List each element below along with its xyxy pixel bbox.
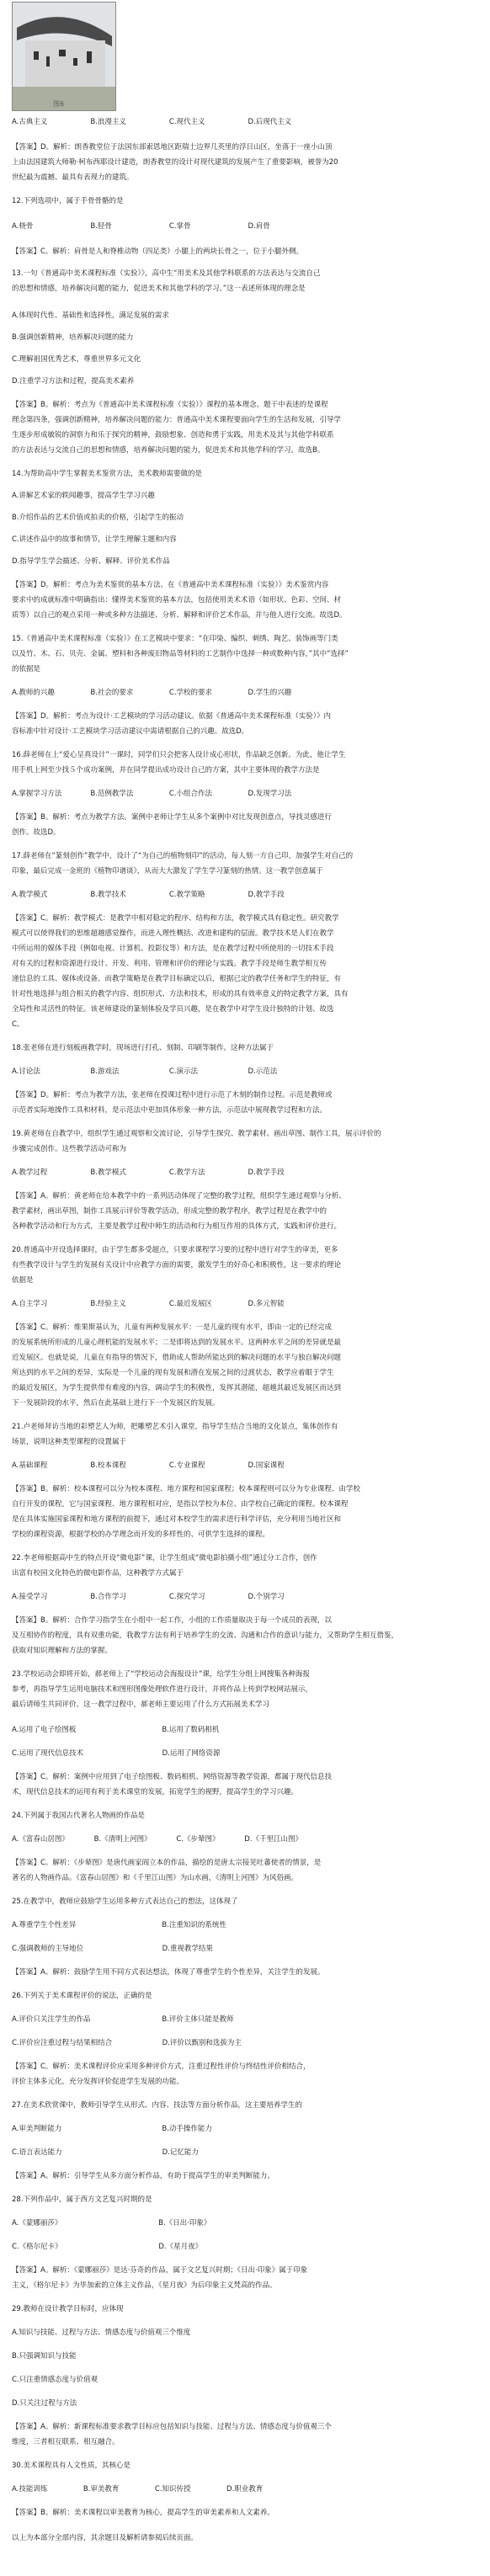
text-line: 维度，三者相互联系、相互融合。 <box>12 2438 120 2446</box>
text-line: 16.薛老师在上“爱心呈真设计”一课时，同学们只会把客人设计成心形状，作品缺乏创新。为此，他让学生 <box>12 751 346 759</box>
text-line: 【答案】A。解析：鼓励学生用不同方式表达想法，体现了尊重学生的个性差异，关注学生的发展。 <box>12 1968 325 1977</box>
text-line: 质等）以自己的观点采用一种或多种方法描述、分析、解释和评价艺术作品，并与他人进行交流。故选D。 <box>12 611 347 620</box>
text-line: 依据是 <box>12 1276 34 1285</box>
text-line: 世纪最为震撼、最具有表现力的建筑。 <box>12 173 134 182</box>
text-line: 用手机上网至少找５个成功案例，并在同学提出成功设计自己的方案，其中主要体现的教学方法是 <box>12 766 320 774</box>
text-line: 19.黄老师在自教学中，组织学生通过观察和交流讨论，引导学生探究、教学素材、画出草图、制作工具，展示评价的 <box>12 1130 381 1138</box>
text-line: 近发展区。也就是说，儿童在有指导的情况下，借助成人帮助所能达到的解决问题的水平与独自解决问题 <box>12 1354 342 1362</box>
text-line: 【答案】B。解析：考点为《普通高中美术课程标准（实验）》课程的基本理念。题干中表述的是课程 <box>12 401 328 409</box>
text-line: C.运用了现代信息技术 D.运用了网络资源 <box>12 1749 221 1758</box>
text-line: A.《蒙娜丽莎》 B.《日出·印象》 <box>12 2219 211 2227</box>
text-line: 获取对知识理解和方法的掌握。 <box>12 1647 113 1655</box>
text-line: 步骤完成创作。这些教学活动可称为 <box>12 1145 127 1153</box>
text-line: 【答案】A。解析：新课程标准要求教学目标应包括知识与技能、过程与方法、情感态度与价值观三个 <box>12 2423 332 2431</box>
text-line: 以上为本部分全部内容，其余题目及解析请参阅后续页面。 <box>12 2534 199 2542</box>
building-illustration <box>13 3 115 110</box>
text-line: C.只注重情感态度与价值观 <box>12 2376 99 2384</box>
text-line: 术，现代信息技术的运用有利于美术课堂的发展，拓宽学生的视野，提高学生的学习兴趣。 <box>12 1788 299 1796</box>
text-line: A.技能训练 B.审美教育 C.知识传授 D.职业教育 <box>12 2485 264 2494</box>
text-line: A.掌握学习方法 B.范例教学法 C.小组合作法 D.发现学习法 <box>12 790 292 798</box>
text-line: 参考，再指导学生运用电脑技术和图形图像处理软件进行设计，并将作品上传到学校网站展示， <box>12 1685 313 1694</box>
text-line: 【答案】B。解析：校本课程可以分为校本课程、地方课程和国家课程；校本课程则可以分为专业课程、由学校 <box>12 1485 360 1493</box>
text-line: C.评价应注重过程与结果相结合 D.评价以甄别和选拔为主 <box>12 2039 242 2047</box>
text-line: A.自主学习 B.经验主义 C.最近发展区 D.多元智能 <box>12 1300 285 1308</box>
text-line: 各种教学活动和行为方式，主要是教学过程中师生的活动和行为相互作用的具体方式，实践和评价进行。 <box>12 1222 342 1231</box>
text-line: 21.卢老师拜访当地的彩塑艺人为师，把雕塑艺术引入课堂，指导学生结合当地的文化景点，集体创作有 <box>12 1423 338 1431</box>
text-line: 【答案】A。解析：《蒙娜丽莎》是达·芬奇的作品，属于文艺复兴时期；《日出·印象》属于印象 <box>12 2266 308 2275</box>
text-line: 【答案】D。解析：朗香教堂位于法国东部索恩地区距瑞士边界几英里的浮日山区，坐落于一座小山顶 <box>12 143 333 152</box>
text-line: C.讲述作品中的故事和情节，让学生理解主题和内容 <box>12 535 177 544</box>
text-line: 【答案】B。解析：美术课程以审美教育为核心，提高学生的审美素养和人文素养。 <box>12 2509 274 2517</box>
text-line: C.语言表达能力 D.记忆能力 <box>12 2148 199 2157</box>
text-line: 是在具体实施国家课程和地方课程的前提下，通过对本校学生的需求进行科学评估，充分利用当地社区和 <box>12 1515 342 1524</box>
text-line: D.指导学生学会描述、分析、解释、评价美术作品 <box>12 557 170 566</box>
text-line: A.讨论法 B.游戏法 C.演示法 D.示范法 <box>12 1067 278 1076</box>
text-line: 20.普通高中开设选择课时，由于学生都多受超点，只要求课程学习要的过程中进行对学生的审美，更多 <box>12 1246 338 1254</box>
text-line: 30.美术课程具有人文性质，其核心是 <box>12 2462 131 2470</box>
text-line: 【答案】B。解析：考点为教学方法。案例中老师让学生从多个案例中对比发现创意点，导找灵感进行 <box>12 813 332 822</box>
text-line: 的发展系统所形成的儿童心理机能的发展水平；二是即将达到的发展水平。这两种水平之间的差异就是最 <box>12 1339 342 1347</box>
text-line: 场景，说明这种类型课程的设置属于 <box>12 1438 127 1446</box>
text-line: A.尊重学生个性差异 B.注重知识的系统性 <box>12 1921 226 1929</box>
text-line: 教学素材，画出草图，制作工具展示评价等教学活动，形成完整的教学程序，教学过程是在教学中的 <box>12 1207 328 1216</box>
text-line: 17.薛老师在“篆刻创作”教学中，设计了“为自己的植物刻印”的活动，每人刻一方自己印，加强学生对自己的 <box>12 852 354 860</box>
text-line: 有些教学设计与学生的发展有关设计中应教学方面的需要，激发学生的好奇心和积极性，这一要求的理论 <box>12 1261 342 1269</box>
text-line: A.体现时代性、基础性和选择性，满足发展的需求 <box>12 311 169 320</box>
text-line: 12.下列选项中，属于手骨骨骼的是 <box>12 197 124 205</box>
text-line: 【答案】C。解析：案例中应用到了电子绘图板、数码相机、网络资源等教学资源，都属于现代信息技 <box>12 1773 332 1781</box>
text-line: 24.下列属于我国古代著名人物画的作品是 <box>12 1812 146 1820</box>
text-line: 【答案】C。解析：维果斯基认为，儿童有两种发展水平：一是儿童的现有水平，即由一定的已经完成 <box>12 1323 332 1332</box>
text-line: 25.在教学中，教师应鼓励学生运用多种方式表达自己的想法，这体现了 <box>12 1897 238 1906</box>
text-line: D.只关注过程与方法 <box>12 2399 77 2408</box>
text-line: 【答案】D。解析：考点为教学方法，张老师在授课过程中进行示范了木刻的制作过程。示范是教师或 <box>12 1091 333 1099</box>
text-line: 的最近发展区，为学生提供带有难度的内容，调动学生的积极性，发挥其潜能，超越其最近发展区而达到 <box>12 1384 342 1392</box>
text-line: 【答案】D。解析：考点为美术鉴赏的基本方法。在《普通高中美术课程标准（实验）》美术鉴赏内容 <box>12 581 329 589</box>
text-line: 28.下列作品中，属于西方文艺复兴时期的是 <box>12 2195 152 2204</box>
text-line: B.只强调知识与技能 <box>12 2352 77 2360</box>
text-line: 学校的课程资源，根据学校的办学理念而开发的多样性的、可供学生选择的课程。 <box>12 1530 270 1539</box>
text-line: 22.李老师根据高中生的特点开设“微电影”课，让学生组成“微电影拍摄小组”通过分工合作，创作 <box>12 1554 317 1562</box>
text-line: 中所运用的媒体手段（例如电视、计算机、投影仪等）和方法，是在教学过程中所使用的一切技术手段 <box>12 945 334 953</box>
text-line: 【答案】A。解析：黄老师在给本教学中的一系列活动体现了完整的教学过程，组织学生通过观察与分析、 <box>12 1192 346 1200</box>
text-line: 29.教师在设计教学目标时，应体现 <box>12 2305 124 2313</box>
text-line: 自行开发的课程，它与国家课程、地方课程相对应，是指以学校为本位、由学校自己确定的课程。校本课程 <box>12 1500 349 1509</box>
text-line: A.教师的兴趣 B.社会的要求 C.学校的要求 D.学生的兴趣 <box>12 689 292 697</box>
text-line: 出富有校园文化特色的微电影作品，这种教学方式属于 <box>12 1569 184 1578</box>
text-line: 【答案】B。解析：合作学习指学生在小组中一起工作，小组的工作质量取决于每一个成员的表现，以 <box>12 1616 332 1625</box>
text-line: C.理解祖国优秀艺术，尊重世界多元文化 <box>12 355 141 364</box>
text-line: 【答案】D。解析：考点为设计·工艺模块的学习活动建议。依据《普通高中美术课程标准（实验）》内 <box>12 712 332 721</box>
text-line: A.运用了电子绘图板 B.运用了数码相机 <box>12 1726 220 1734</box>
text-line: 要求中的成就标准中明确指出：懂得美术鉴赏的基本方法，包括使用美术术语（如形状、色彩、空间、材 <box>12 596 342 604</box>
text-line: 评价主体多元化，充分发挥评价促进学生发展的功能。 <box>12 2078 184 2086</box>
text-line: 【答案】C。解析：《步辇图》是唐代画家阎立本的作品，描绘的是唐太宗接见吐蕃使者的情景，是 <box>12 1859 322 1867</box>
text-line: 【答案】C。解析：教学模式：是教学中相对稳定的程序、结构和方法，教学模式具有稳定性。研究教学 <box>12 914 339 923</box>
text-line: 【答案】A。解析：引导学生从多方面分析作品，有助于提高学生的审美判断能力。 <box>12 2172 274 2180</box>
text-line: B.强调创新精神，培养解决问题的能力 <box>12 333 134 342</box>
text-line: A.教学模式 B.教学技术 C.教学策略 D.教学手段 <box>12 891 285 899</box>
text-line: 的思想和情感，培养解决问题的能力，促进美术和其他学科的学习。”这一表述所体现的理念是 <box>12 285 306 293</box>
text-line: 【答案】C。解析：美术课程评价应采用多种评价方式，注重过程性评价与终结性评价相结合， <box>12 2062 311 2071</box>
text-line: A.古典主义 B.浪漫主义 C.现代主义 D.后现代主义 <box>12 118 292 126</box>
text-line: A.《富春山居图》 B.《清明上河图》 C.《步辇图》 D.《千里江山图》 <box>12 1835 303 1844</box>
text-line: 的依据是 <box>12 665 41 673</box>
text-line: 【答案】C。解析：肩骨是人和脊椎动物（四足类）小腿上的两块长骨之一，位于小腿外侧。 <box>12 247 303 256</box>
text-line: A.讲解艺术家的轶闻趣事，提高学生学习兴趣 <box>12 492 155 500</box>
text-line: B.介绍作品的艺术价值或拍卖的价格，引起学生的振动 <box>12 514 184 522</box>
text-line: 著名的人物画作品。《富春山居图》和《千里江山图》为山水画，《清明上河图》为风俗画。 <box>12 1874 299 1882</box>
text-line: A.接受学习 B.合作学习 C.探究学习 D.个别学习 <box>12 1593 285 1601</box>
text-line: 27.在美术欣赏课中，教师引导学生从形式、内容、技法等方面分析作品，这主要培养学生的 <box>12 2101 303 2110</box>
text-line: 针对性地选择与组合相关的教学内容、组织形式、方法和技术，形成的具有效率意义的特定教学方案，具有 <box>12 990 349 998</box>
text-line: D.注重学习方法和过程，提高美术素养 <box>12 377 135 386</box>
text-line: 15.《普通高中美术课程标准（实验）》在工艺模块中要求：“在印染、编织、刺绣、陶艺、装饰画等门类 <box>12 635 338 643</box>
text-line: 模式可以使得我们的思维超越感觉操作，而进入理性概括、改进和建构的层面。教学技术是人们在教学 <box>12 929 334 938</box>
text-line: A.桡骨 B.胫骨 C.掌骨 D.肩骨 <box>12 222 270 231</box>
text-line: C.强调教师的主导地位 D.重视教学结果 <box>12 1945 213 1953</box>
text-line: A.知识与技能、过程与方法、情感态度与价值观三个维度 <box>12 2329 191 2337</box>
text-line: 所达到的水平之间的差异，实际是一个儿童的现有发展和潜在发展之间的过渡状态，教学应着眼于学生 <box>12 1369 334 1377</box>
text-line: 递信息的工具、媒体或设备。而教学策略是在教学目标确定以后，根据已定的教学任务和学生的特征，有 <box>12 975 342 983</box>
text-line: C。 <box>12 1020 24 1029</box>
text-line: 以及竹、木、石、贝壳、金属、塑料和各种废旧物品等材料的工艺制作中选择一种或数种内容，”其中“选择” <box>12 650 349 658</box>
text-line: 容标准中针对设计·工艺模块学习活动建议中需请根据自己的兴趣。故选D。 <box>12 727 249 736</box>
text-line: 理念第四条，强调创新精神，培养解决问题的能力：普通高中美术课程要面向学生的生活和发展，引导学 <box>12 416 342 424</box>
text-line: 上由法国建筑大师勒·柯布西耶设计建造，朗香教堂的设计对现代建筑的发展产生了重要影响，被誉为20 <box>12 158 338 167</box>
figure-caption: 图6 <box>53 100 65 108</box>
text-line: 最后请师生共同评价。这一教学过程中，郝老师主要运用了什么方式拓展美术学习 <box>12 1700 270 1709</box>
text-line: 14.为帮助高中学生掌握美术鉴赏方法，美术教师需要做的是 <box>12 470 203 478</box>
chapel-photo <box>12 2 116 111</box>
text-line: 及互相协作的程度，具有双重功能，我教学方法有利于培养学生的交流、沟通和合作的意识与能力，又帮助学生相互借鉴， <box>12 1631 399 1640</box>
text-line: 全局性和灵活性的特征。该老师建设的篆刻体验及学员兴趣，是在教学中对学生设计独特的计划、故选 <box>12 1005 334 1014</box>
text-line: 23.学校运动会即将开始，郝老师上了“学校运动会海报设计”课，给学生分组上网搜集各种海报 <box>12 1670 310 1679</box>
text-line: 对有关的过程和资源进行设计、开发、利用、管理和评价的理论与实践。教学手段是师生教学相互传 <box>12 960 328 968</box>
text-line: A.基础课程 B.校本课程 C.专业课程 D.国家课程 <box>12 1461 285 1470</box>
text-line: A.教学过程 B.教学模式 C.教学方法 D.教学手段 <box>12 1168 285 1177</box>
text-line: A.评价只关注学生的作品 B.评价主体只能是教师 <box>12 2015 234 2024</box>
text-line: 创作。故选D。 <box>12 828 61 837</box>
text-line: 26.下列关于美术课程评价的说法，正确的是 <box>12 1992 152 2000</box>
text-line: 18.张老师在进行刻板画教学时，现场进行打孔、刻制、印刷等制作。这种方法属于 <box>12 1044 274 1052</box>
text-line: 13.一句《普通高中美术课程标准（实验）》，高中生“用美术及其他学科联系的方法表达与交流自己 <box>12 269 321 278</box>
text-line: 的方法表达与交流自己的思想和情感，培养解决问题的能力，促进美术和其他学科的学习。故选B。 <box>12 446 325 455</box>
text-line: A.审美判断能力 B.动手操作能力 <box>12 2125 212 2133</box>
text-line: C.《格尔尼卡》 D.《星月夜》 <box>12 2243 203 2251</box>
text-line: 示范者实际地操作工具和材料，是示范法中更加具体形象一种方法，示范法中展现教学过程和方法。 <box>12 1106 328 1115</box>
text-line: 生逐步形成敏锐的洞察力和乐于探究的精神，鼓励想象、创造和勇于实践，用美术及其与其他学科联系 <box>12 431 334 439</box>
text-line: 下一发展阶段的水平，然后在此基础上进行下一个发展区的发展。 <box>12 1399 220 1408</box>
text-line: 印象，最后完成一金班的《植物印谱谈》，从而大大激发了学生学习篆刻的热情。这一教学创意属于 <box>12 867 323 876</box>
text-line: 主义，《格尔尼卡》为毕加索的立体主义作品，《星月夜》为后印象主义梵高的作品。 <box>12 2281 277 2290</box>
